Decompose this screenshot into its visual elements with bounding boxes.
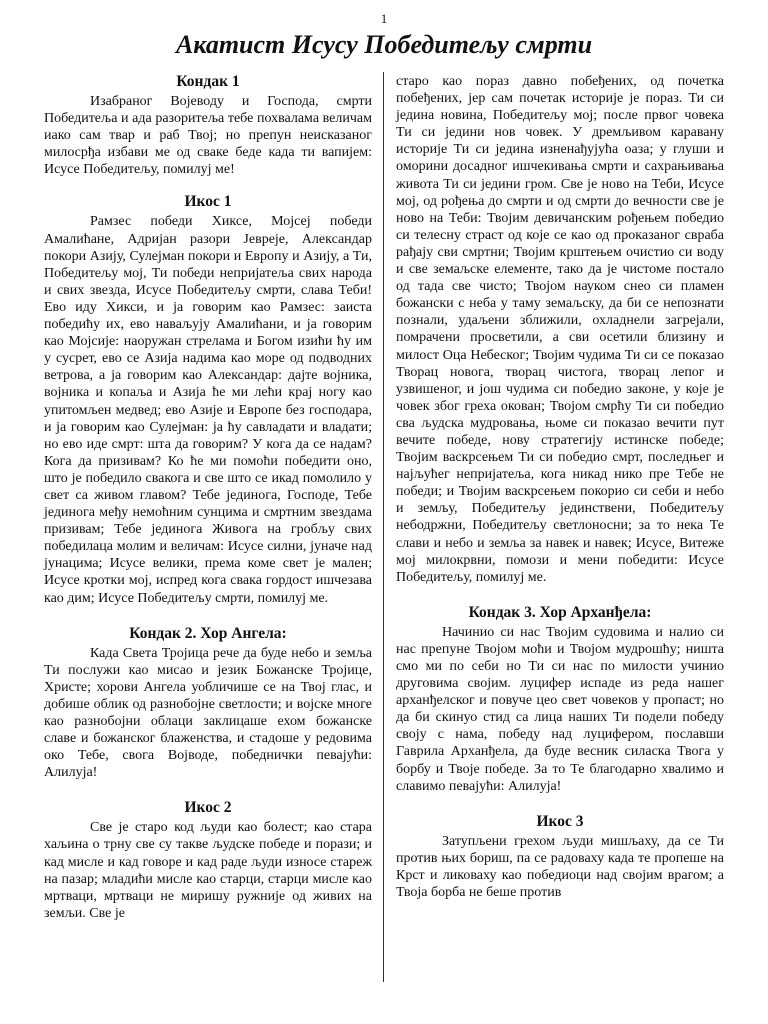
kondak-2-heading: Кондак 2. Хор Ангела: <box>129 624 287 642</box>
ikos-3-heading: Икос 3 <box>536 812 584 830</box>
kondak-3-text: Начинио си нас Твојим судовима и налио си нас препуне Твојом моћи и Твојом мудрошћу; ништа смо ми по себи но Ти си нас по милости учинио друговима својим. луцифер испаде из реда нашег арханђелског и повуче цео свет човеков у пропаст; но да би скинуо стид са лица наших Ти подели победу своју с нама, победу над луцифером, пославши Гаврила Арханђела, да буде весник силаска Твога у борбу и Твоје победе. За то Те благодарно хвалимо и славимо певајући: Алилуја! <box>396 624 724 794</box>
column-divider <box>383 72 384 982</box>
kondak-1-heading: Кондак 1 <box>176 73 240 90</box>
ikos-2-heading: Икос 2 <box>184 799 232 817</box>
left-column <box>44 73 372 922</box>
document-title: Акатист Исусу Победитељу смрти <box>175 30 593 59</box>
right-column <box>396 73 724 901</box>
kondak-2-text: Када Света Тројица рече да буде небо и земља Ти послужи као мисао и језик Божанске Тројице, Христе; хорови Ангела уобличише се на Твој глас, и добише облик од разнобојне светлости; и војске многе као разнобојни облаци заклицаше ехом божанске славе и божанског блаженства, и стадоше у редовима око Тебе, свога Војводе, победнички певајући: Алилуја! <box>44 645 372 781</box>
page-number: 1 <box>380 11 388 26</box>
ikos-1-text: Рамзес победи Хиксе, Мојсеј победи Амалићане, Адријан разори Јевреје, Александар покори Азију, Сулејман покори и Европу и Азију, а Ти, Победитељу мој, Ти победи непријатеља свих народа и свих звезда, Исусе Победитељу смрти, слава Теби! Ево иду Хикси, и ја говорим као Рамзес: заиста победићу их, ево наваљују Амалићани, и ја говорим као Мојсије: наоружан стрелама и Богом изићи ћу им у сусрет, ево се Азија надима као море од подводних ветрова, а ја говорим као Александар: дајте војника, војника и копаља и Азија ће ми лећи крај ногу као упитомљен медвед; ево Азије и Европе без господара, и ја говорим као Сулејман: ја ћу савладати и владати; но ево иде смрт: шта да говорим? У кога да се надам? Кога да призивам? Ко ће ми помоћи победити оно, што је победило свакога и све што се икад помолило у свет са живом главом? Тебе јединога, Господе, Тебе јединога међу немоћним сунцима и смртним звездама призивам; Тебе јединога Живога на гробљу свих победилаца молим и величам: Исусе силни, јуначе над јунацима; Исусе велики, према коме свет је мален; Исусе кротки мој, испред кога свака гордост ишчезава као дим; Исусе Победитељу смрти, помилуј ме. <box>44 214 372 606</box>
ikos-3-text: Затупљени грехом људи мишљаху, да се Ти против њих бориш, па се радоваху када те пропеше на Крст и ликоваху као победиоци над својим врагом; а Твоја борба не беше против <box>396 833 724 901</box>
kondak-3-heading: Кондак 3. Хор Арханђела: <box>468 603 652 621</box>
ikos-1-heading: Икос 1 <box>184 193 232 211</box>
kondak-1-text: Изабраног Војеводу и Господа, смрти Победитеља и ада разоритеља тебе похвалама величам иако сам твар и раб Твој; но препун неисказаног милосрђа избави ме од сваке беде када ти вапијем: Исусе Победитељу, помилуј ме! <box>44 94 372 178</box>
ikos-2-text-start: Све је старо код људи као болест; као стара хаљина о трну све су такве људске победе и порази; и кад мисле и кад говоре и кад раде људи износе стареж на пазар; младићи мисле као старци, старци мисле као мртваци, мртваци не миришу ружније од живих на земљи. Све је <box>44 820 372 921</box>
ikos-2-text-continued: старо као пораз давно побеђених, од почетка побеђених, јер сам почетак историје је пораз. Ти си једина новина, Победитељу мој; после првог човека Ти си једини нов човек. У дремљивом каравану историје Ти си једина изненађујућа оаза; у глуши и оморини досадног ишчекивања смрти и сахрањивања живота Ти си једини гром. Све је ново на Теби, Исусе мој, од рођења до смрти и од смрти до вечности све је ново на Теби: Твојим девичанским рођењем победио си телесну страст од које се као од проказаног свраба рађају сви смртни; Твојим крштењем очистио си воду и све земаљске елементе, тако да је чистоме постало од тада све чисто; Твојом науком снео си пламен божански с неба у таму земаљску, да би се непознати познали, удаљени зближили, охладнели загрејали, помрачени просветили, а сви осетили близину и милост Оца Небеског; Твојим чудима Ти си се показао Творац новога, творац чистога, творац лепог и узвишеног, и још чудима си победио законе, у које је човек због греха окован; Твојом смрћу Ти си победио сва људска мудровања, њоме си показао вечити пут вечите победе, нову стратегију истинске победе; Твојим васкрсењем Ти си победио смрт, последњег и најљућег непријатеља, кога никад нико пре Тебе не победи; и Твојим васкрсењем покорио си себи и небо и земљу, Победитељу јединствени, Победитељу небодржни, Победитељу светлоносни; за то нека Те слави и небо и земља за навек и навек; Исусе, Витеже мој милокрвни, помози и мени победити: Исусе Победитељу, помилуј ме. <box>396 74 724 585</box>
